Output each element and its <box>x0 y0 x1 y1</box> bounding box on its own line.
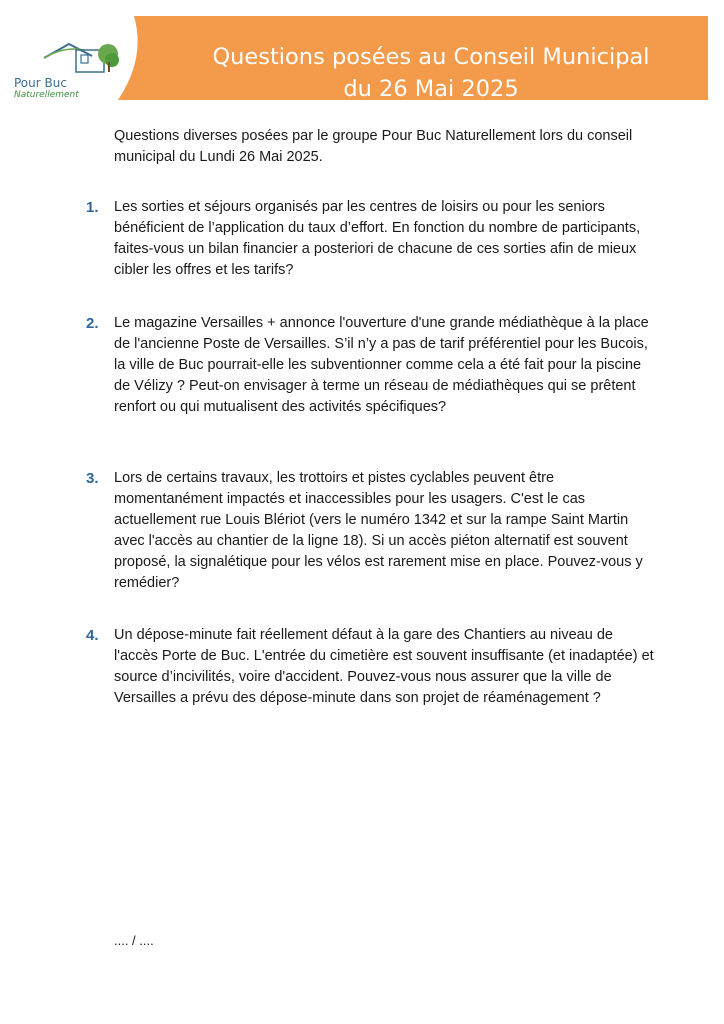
logo <box>14 36 124 100</box>
intro-paragraph: Questions diverses posées par le groupe Pour Buc Naturellement lors du conseil municipal du Lundi 26 Mai 2025. <box>114 128 633 165</box>
question-text: Un dépose-minute fait réellement défaut à la gare des Chantiers au niveau de l'accès Porte de Buc. L'entrée du cimetière est souvent insuffisante (et inadaptée) et source d’incivilités, voire d'accident. Pouvez-vous nous assurer que la ville de Versailles a prévu des dépose-minute dans son projet de réaménagement ? <box>114 627 654 706</box>
page-header <box>14 16 708 103</box>
question-text: Le magazine Versailles + annonce l'ouverture d'une grande médiathèque à la place de l'ancienne Poste de Versailles. S’il n’y a pas de tarif préférentiel pour les Bucois, la ville de Buc pourrait-elle les subventionner comme cela a été fait pour la piscine de Vélizy ? Peut-on envisager à terme un réseau de médiathèques qui se prêtent renfort ou qui mutualisent des activités spécifiques? <box>114 315 649 415</box>
page-title-line2: du 26 Mai 2025 <box>343 76 519 103</box>
logo-name-line2: Naturellement <box>14 90 79 100</box>
question-text: Lors de certains travaux, les trottoirs et pistes cyclables peuvent être momentanément impactés et inaccessibles pour les usagers. C'est le cas actuellement rue Louis Blériot (vers le numéro 1342 et sur la rampe Saint Martin avec l'accès au chantier de la ligne 18). Si un accès piéton alternatif est souvent proposé, la signalétique pour les vélos est rarement mise en place. Pouvez-vous y remédier? <box>114 470 643 591</box>
question-number: 4. <box>86 627 99 644</box>
logo-name-line1: Pour Buc <box>14 76 67 90</box>
house-tree-logo-icon <box>14 36 124 76</box>
page-title <box>164 41 698 105</box>
question-number: 1. <box>86 199 99 216</box>
page-title-line1: Questions posées au Conseil Municipal <box>212 44 650 71</box>
question-number: 3. <box>86 470 99 487</box>
question-text: Les sorties et séjours organisés par les centres de loisirs ou pour les seniors bénéficient de l’application du taux d’effort. En fonction du nombre de participants, faites-vous un bilan financier a posteriori de chacune de ces sorties afin de mieux cibler les offres et les tarifs? <box>114 199 641 278</box>
page-continuation-marker: .... / .... <box>114 933 154 948</box>
question-number: 2. <box>86 315 99 332</box>
